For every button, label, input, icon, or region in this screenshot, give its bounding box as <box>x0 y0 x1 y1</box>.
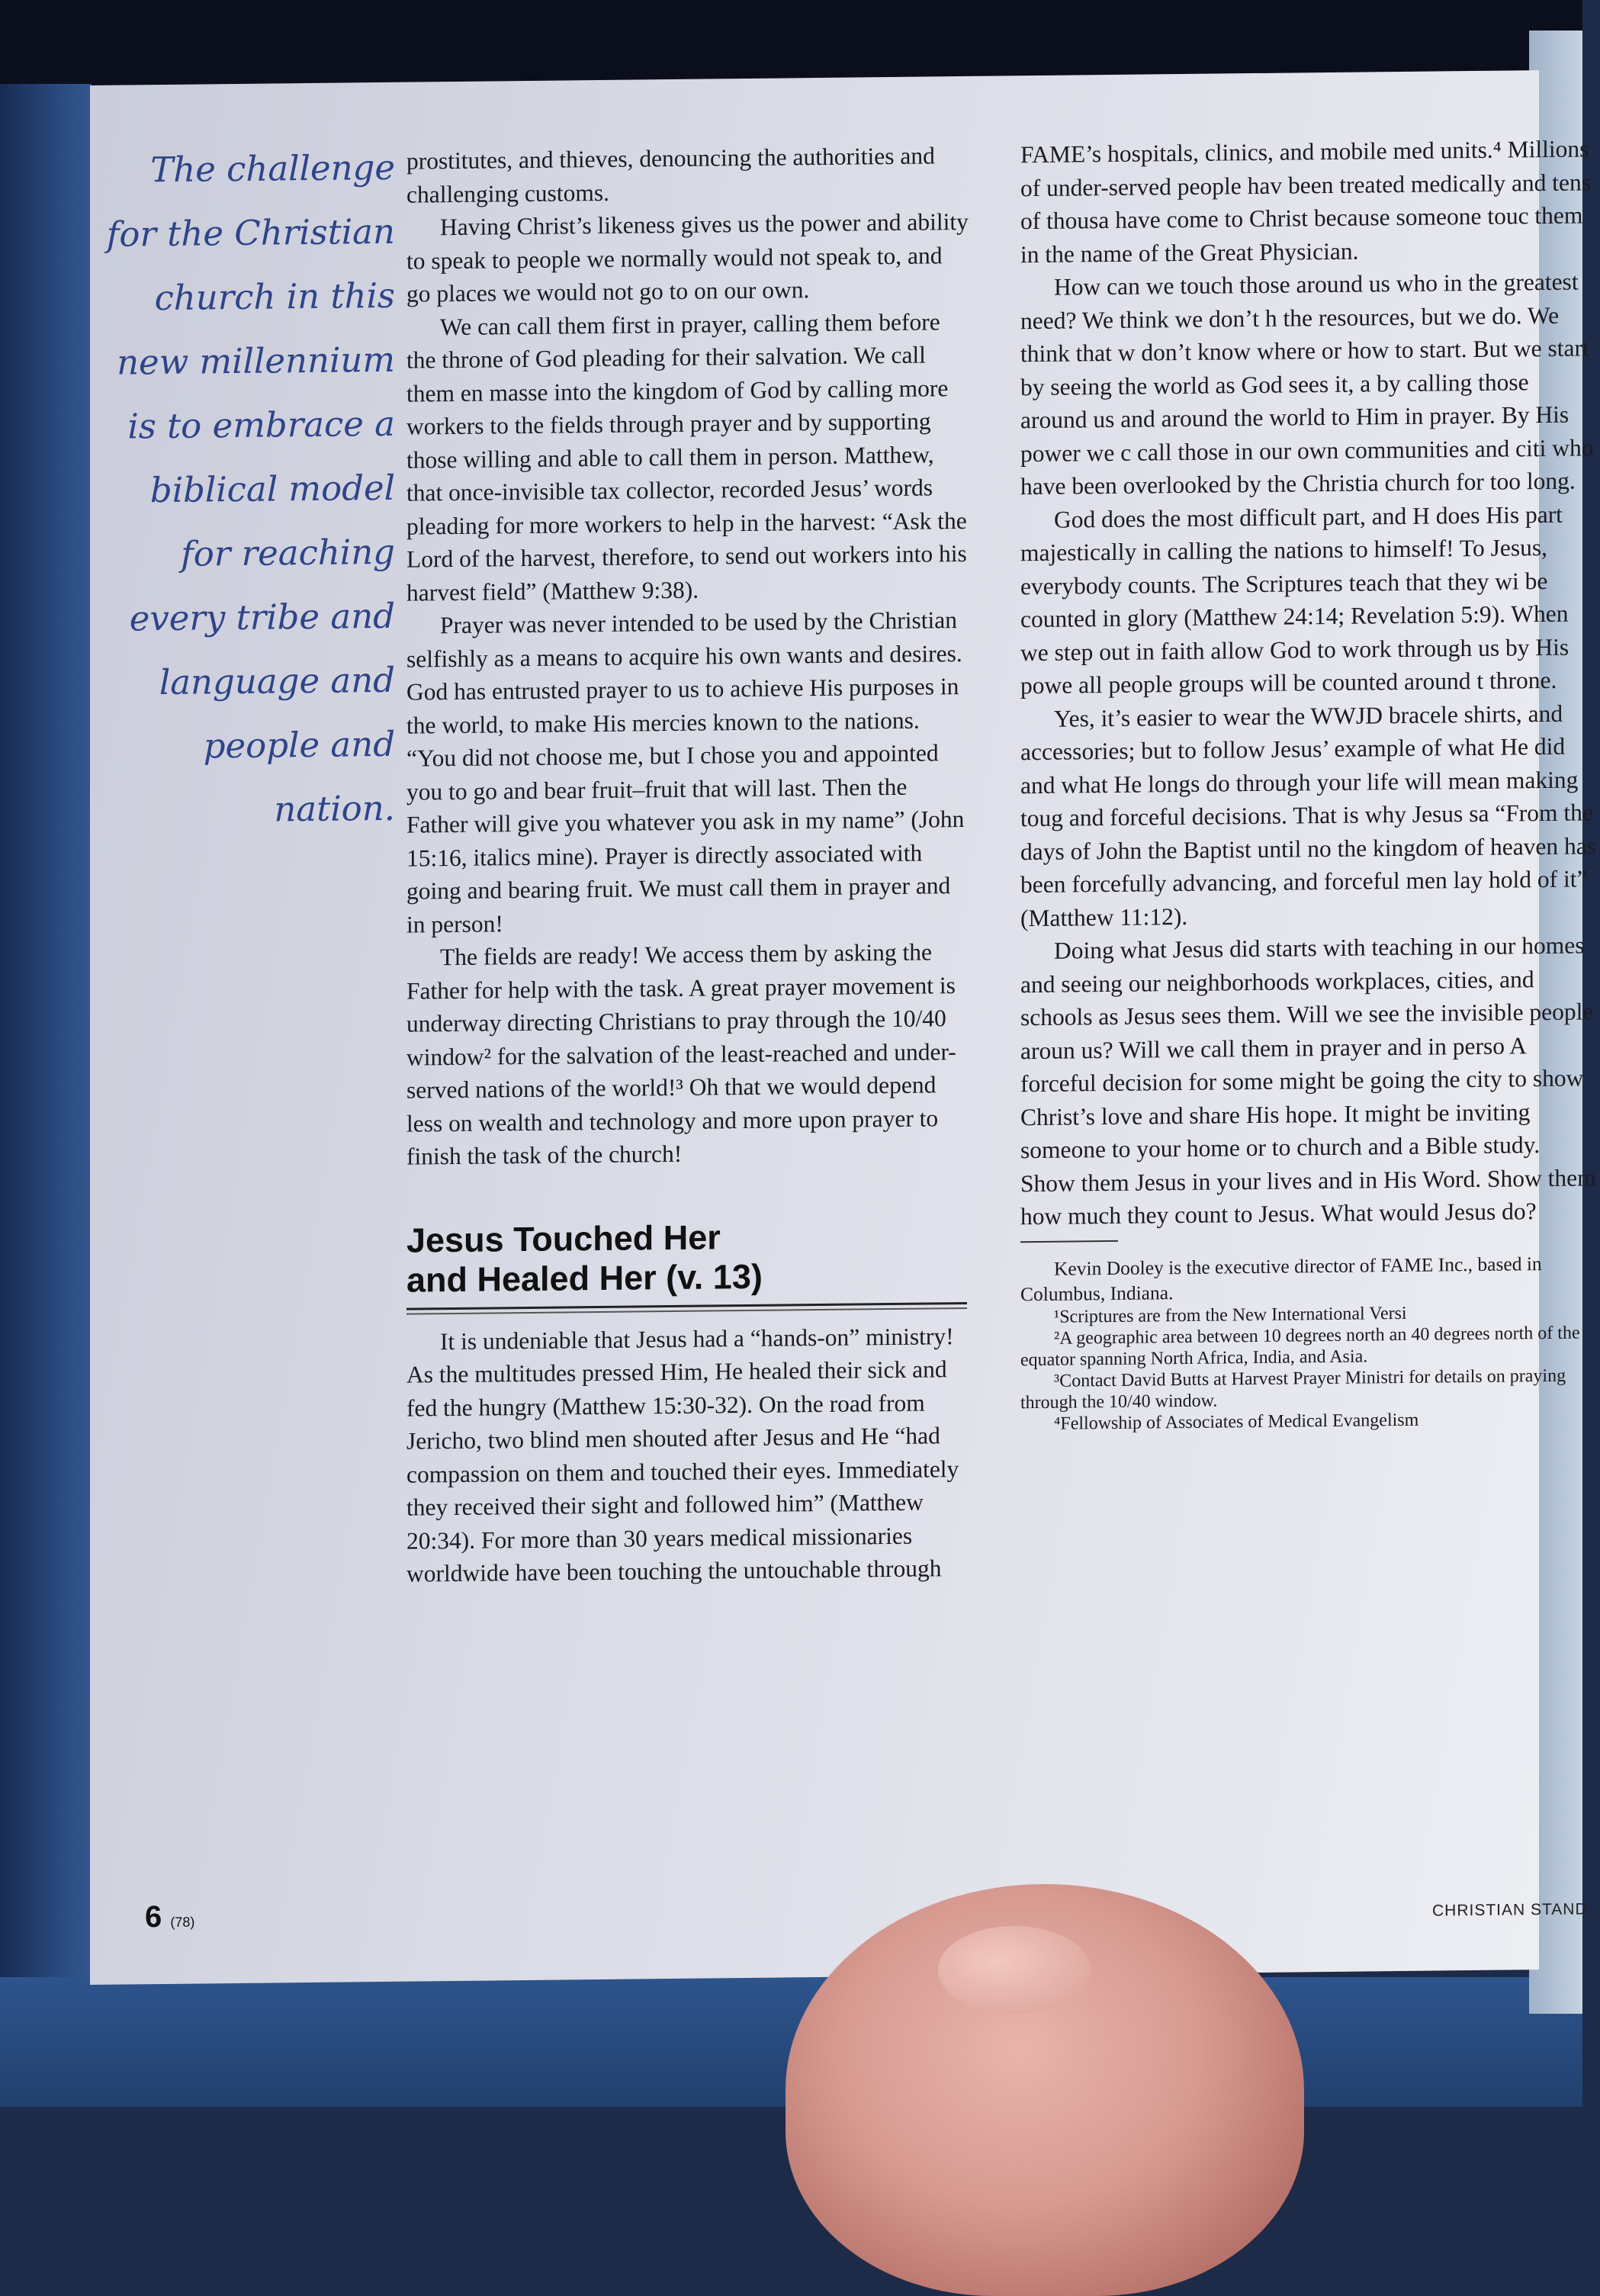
footnote: ⁴Fellowship of Associates of Medical Evangelism <box>1054 1410 1419 1434</box>
paragraph: prostitutes, and thieves, denouncing the authorities and challenging customs. <box>406 142 935 208</box>
magazine-name: CHRISTIAN STAND <box>1432 1900 1588 1920</box>
page-number-alt: (78) <box>170 1914 195 1930</box>
paragraph: Having Christ’s likeness gives us the power and ability to speak to people we normally would not speak to, and go places we would not go to on our own. <box>406 207 969 307</box>
footnote: ³Contact David Butts at Harvest Prayer Ministri for details on praying through the 10/40 window. <box>1020 1365 1566 1413</box>
magazine-page <box>90 70 1597 1985</box>
page-number <box>145 1900 194 1935</box>
paragraph: God does the most difficult part, and H does His part majestically in calling the nations to himself! To Jesus, everybody counts. The Scriptures teach that they wi be counted in glory (Matthew 24:14; Revelation 5:9). When we step out in faith allow God to work through us by His powe all people groups will be counted around t throne. <box>1020 500 1569 699</box>
section-heading <box>406 1214 967 1310</box>
page-number-main: 6 <box>145 1900 162 1934</box>
thumbnail-nail <box>938 1926 1091 2014</box>
heading-line: and Healed Her (v. 13) <box>406 1256 763 1300</box>
footnote-divider <box>1020 1240 1118 1242</box>
paragraph: Doing what Jesus did starts with teaching in our homes and seeing our neighborhoods workplaces, cities, and schools as Jesus sees them. Will we see the invisible people aroun us? Will we call them in prayer and in perso A forceful decision for some might be going the city to show Christ’s love and share His hope. It might be inviting someone to your home or to church and a Bible study. Show them Jesus in your lives and in His Word. Show them how much they count to Jesus. What would Jesus do? <box>1020 931 1596 1230</box>
cover-edge-left <box>0 84 92 2107</box>
paragraph: Prayer was never intended to be used by the Christian selfishly as a means to acquire his own wants and desires. God has entrusted prayer to us to achieve His purposes in the world, to make His mercies known to the nations. “You did not choose me, but I chose you and appointed you to go and bear fruit–fruit that will last. Then the Father will give you whatever you ask in my name” (John 15:16, italics mine). Prayer is directly associated with going and bearing fruit. We must call them in prayer and in person! <box>406 606 965 938</box>
paragraph: The fields are ready! We access them by asking the Father for help with the task. A great prayer movement is underway directing Christians to pray through the 10/40 window² for the salvation of the least-reached and under-served nations of the world!³ Oh that we would depend less on wealth and technology and more upon prayer to finish the task of the church! <box>406 938 956 1170</box>
paragraph: We can call them first in prayer, calling them before the throne of God pleading for their salvation. We call them en masse into the kingdom of God by calling more workers to the fields through prayer and by supporting those willing and able to call them in person. Matthew, that once-invisible tax collector, recorded Jesus’ words pleading for more workers to help in the harvest: “Ask the Lord of the harvest, therefore, to send out workers into his harvest field” (Matthew 9:38). <box>406 307 967 606</box>
footnote: ²A geographic area between 10 degrees north an 40 degrees north of the equator spanning North Africa, India, and Asia. <box>1020 1323 1580 1370</box>
footnote: ¹Scriptures are from the New International Versi <box>1054 1303 1407 1327</box>
heading-line: Jesus Touched Her <box>406 1217 721 1260</box>
column-1 <box>406 139 971 1590</box>
paragraph: Yes, it’s easier to wear the WWJD bracele shirts, and accessories; but to follow Jesus’ example of what He did and what He longs do through your life will mean making toug and forceful decisions. That is why Jesus sa “From the days of John the Baptist until no the kingdom of heaven has been forcefully advancing, and forceful men lay hold of it” (Matthew 11:12). <box>1020 699 1597 931</box>
paragraph: It is undeniable that Jesus had a “hands-on” ministry! As the multitudes pressed Him, He healed their sick and fed the hungry (Matthew 15:30-32). On the road from Jericho, two blind men shouted after Jesus and He “had compassion on them and touched their eyes. Immediately they received their sight and followed him” (Matthew 20:34). For more than 30 years medical missionaries worldwide have been touching the untouchable through <box>406 1322 959 1587</box>
author-bio: Kevin Dooley is the executive director of FAME Inc., based in Columbus, Indiana. <box>1020 1252 1542 1305</box>
paragraph: How can we touch those around us who in the greatest need? We think we don’t h the resources, but we do. We think that w don’t know where or how to start. But we start by seeing the world as God sees it, a by calling those around us and around the world to Him in prayer. By His power we c call those in our own communities and citi who have been overlooked by the Christia church for too long. <box>1020 268 1594 500</box>
column-2 <box>1020 132 1600 1434</box>
pull-quote: The challenge for the Christian church in this new millennium is to embrace a biblical model for reaching every tribe and language and people and nation. <box>106 146 395 830</box>
paragraph: FAME’s hospitals, clinics, and mobile med units.⁴ Millions of under-served people hav been treated medically and tens of thousa have come to Christ because someone touc them in the name of the Great Physician. <box>1020 135 1592 268</box>
